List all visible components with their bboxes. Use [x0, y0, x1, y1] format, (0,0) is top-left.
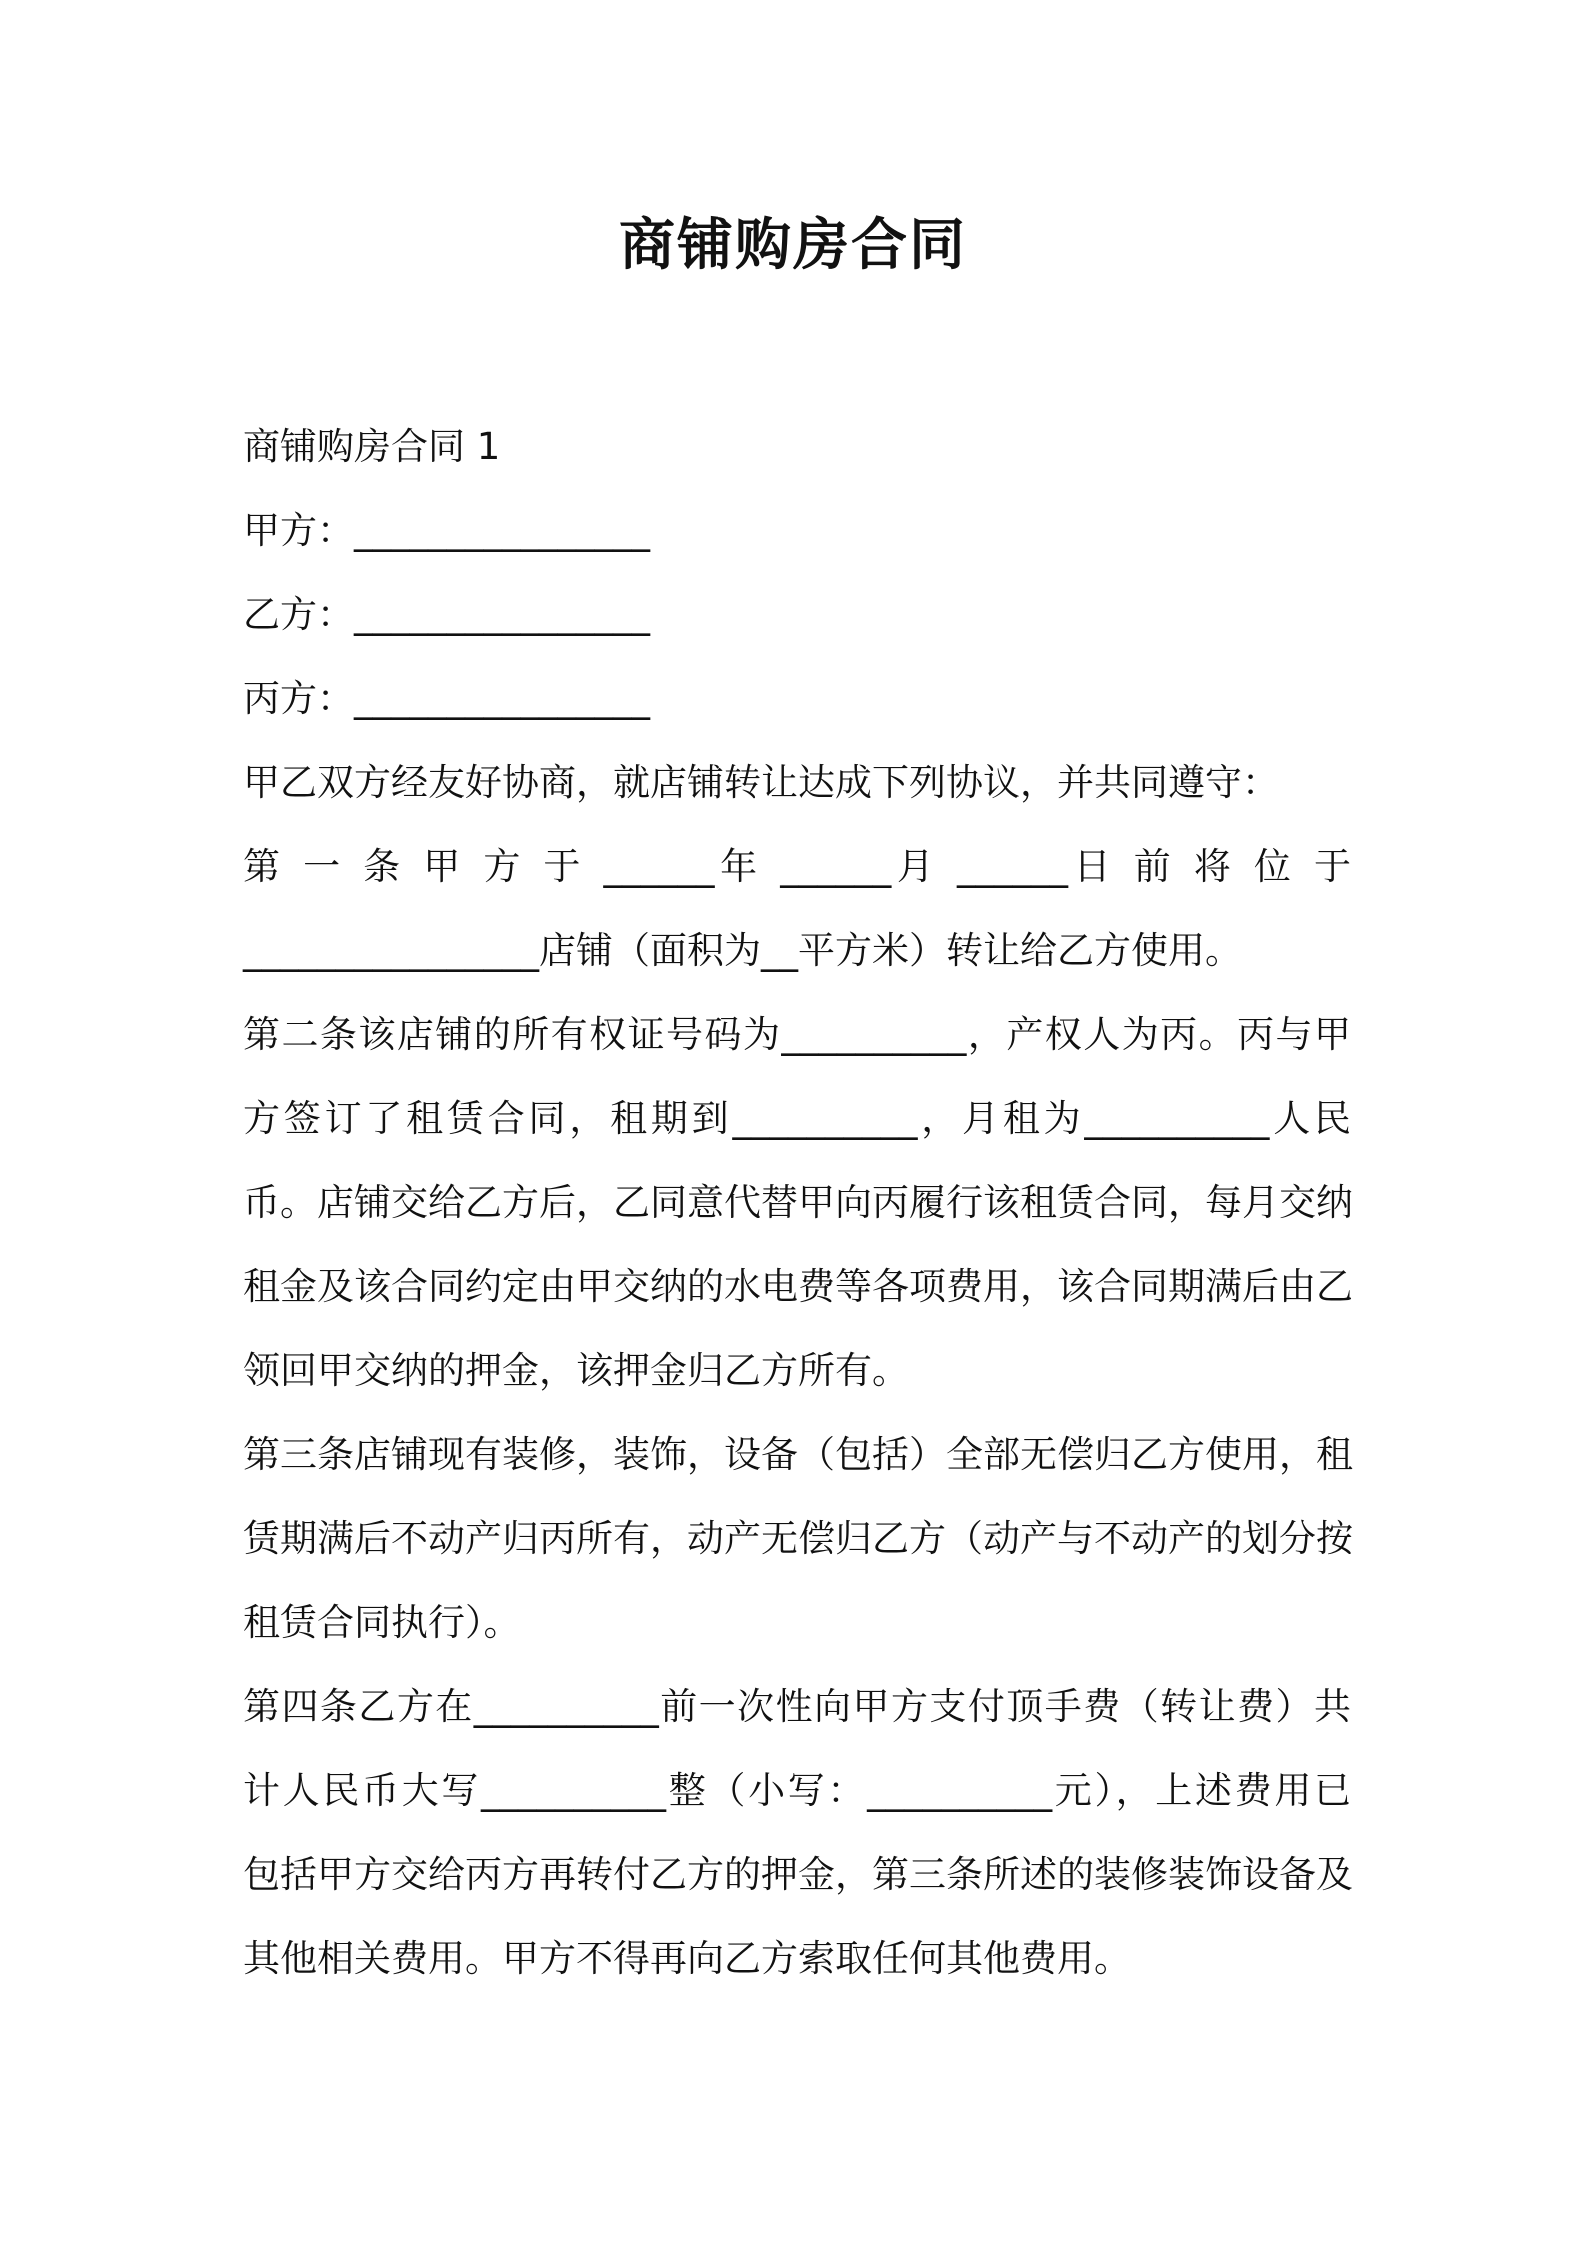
article-3-line: 赁期满后不动产归丙所有，动产无偿归乙方（动产与不动产的划分按 — [243, 1517, 1353, 1560]
article-1-line: ________________店铺（面积为__平方米）转让给乙方使用。 — [243, 929, 1242, 972]
party-a-field: 甲方：________________ — [243, 509, 650, 552]
document-body — [243, 405, 1351, 2001]
article-3-line: 第三条店铺现有装修，装饰，设备（包括）全部无偿归乙方使用，租 — [243, 1433, 1353, 1476]
article-3-line: 租赁合同执行）。 — [243, 1601, 521, 1644]
article-2-line: 币。店铺交给乙方后，乙同意代替甲向丙履行该租赁合同，每月交纳 — [243, 1181, 1353, 1224]
article-4-line: 第四条乙方在__________前一次性向甲方支付顶手费（转让费）共 — [243, 1685, 1351, 1728]
article-2-line: 第二条该店铺的所有权证号码为__________，产权人为丙。丙与甲 — [243, 1013, 1351, 1056]
article-2-line: 租金及该合同约定由甲交纳的水电费等各项费用，该合同期满后由乙 — [243, 1265, 1353, 1308]
party-c-field: 丙方：________________ — [243, 677, 650, 720]
contract-subtitle: 商铺购房合同 1 — [243, 425, 501, 468]
article-4-line: 包括甲方交给丙方再转付乙方的押金，第三条所述的装修装饰设备及 — [243, 1853, 1353, 1896]
article-2-line: 方签订了租赁合同，租期到__________，月租为__________人民 — [243, 1097, 1351, 1140]
article-1-line: 第 一 条 甲 方 于 ______年 ______月 ______日 前 将 位 于 — [243, 845, 1351, 888]
article-4-line: 计人民币大写__________整（小写：__________元），上述费用已 — [243, 1769, 1351, 1812]
party-b-field: 乙方：________________ — [243, 593, 650, 636]
article-4-line: 其他相关费用。甲方不得再向乙方索取任何其他费用。 — [243, 1937, 1131, 1980]
article-2-line: 领回甲交纳的押金，该押金归乙方所有。 — [243, 1349, 909, 1392]
preamble-line: 甲乙双方经友好协商，就店铺转让达成下列协议，并共同遵守： — [243, 761, 1279, 804]
document-title: 商铺购房合同 — [619, 213, 967, 278]
